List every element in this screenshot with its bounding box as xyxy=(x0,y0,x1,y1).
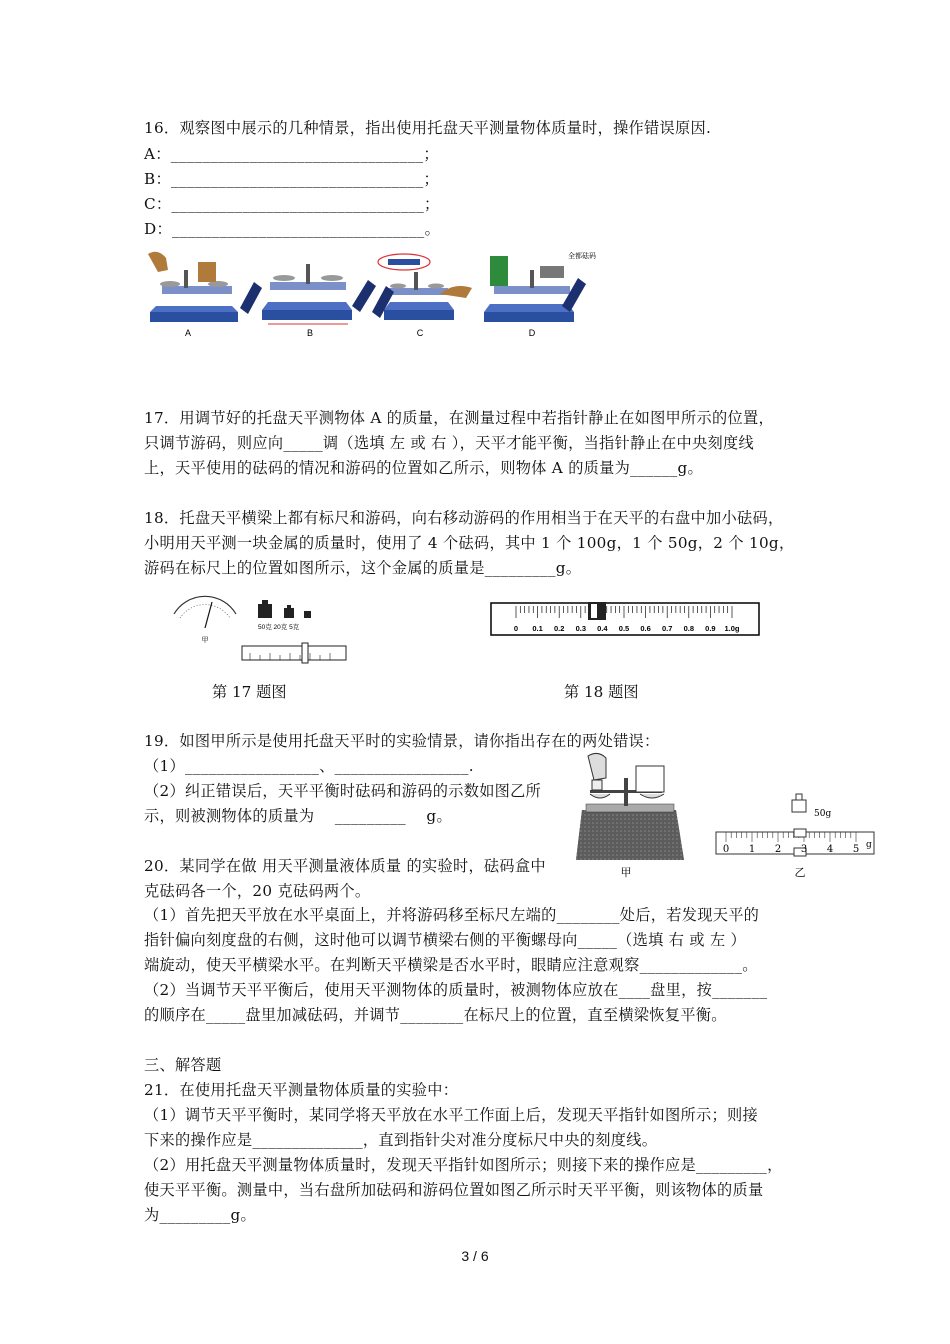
q21-line-1: 21．在使用托盘天平测量物体质量的实验中： xyxy=(144,1081,459,1099)
q20-line-1: 20．某同学在做 用天平测量液体质量 的实验时，砝码盒中 xyxy=(144,857,546,875)
q19-line-2: （1）_________________、_________________. xyxy=(144,757,474,775)
q21-line-3: 下来的操作应是______________，直到指针尖对准分度标尺中央的刻度线。 xyxy=(144,1131,658,1149)
q19-line-1: 19．如图甲所示是使用托盘天平时的实验情景，请你指出存在的两处错误： xyxy=(144,732,660,750)
q16-stem: 16．观察图中展示的几种情景，指出使用托盘天平测量物体质量时，操作错误原因. xyxy=(144,119,712,137)
q16-answer-b: B：________________________________； xyxy=(144,170,440,188)
q21-line-6: 为_________g。 xyxy=(144,1206,257,1224)
page-number: 3 / 6 xyxy=(461,1248,489,1264)
q19-label-yi: 乙 xyxy=(794,866,806,879)
q19-fig-jia xyxy=(576,753,684,879)
q20-line-5: 端旋动，使天平横梁水平。在判断天平横梁是否水平时，眼睛应注意观察_____________。 xyxy=(144,956,758,974)
q21-line-4: （2）用托盘天平测量物体质量时，发现天平指针如图所示；则接下来的操作应是_________， xyxy=(144,1156,783,1174)
q18-line-3: 游码在标尺上的位置如图所示，这个金属的质量是_________g。 xyxy=(144,559,582,577)
q20-line-7: 的顺序在_____盘里加减砝码，并调节________在标尺上的位置，直至横梁恢复平衡。 xyxy=(144,1006,727,1024)
q19-figure xyxy=(576,750,876,882)
q18-tick-label: 0.1 xyxy=(532,624,543,633)
q19-tick-label: 2 xyxy=(774,844,782,855)
q19-tick-label: 4 xyxy=(826,844,834,855)
q19-tick-label: 1 xyxy=(748,844,756,855)
q16-answer-c: C：________________________________； xyxy=(144,195,440,213)
q19-fig-yi xyxy=(716,794,874,879)
q19-tick-label: 5 xyxy=(852,844,860,855)
q21-line-2: （1）调节天平平衡时，某同学将天平放在水平工作面上后，发现天平指针如图所示；则接 xyxy=(144,1106,758,1124)
q19-tick-label: 3 xyxy=(800,844,808,855)
q17-pointer xyxy=(205,602,212,628)
q18-tick-label: 0.4 xyxy=(597,624,608,633)
q19-label-weight: 50g xyxy=(814,809,832,819)
q19-label-jia: 甲 xyxy=(620,866,632,879)
q18-tick-label: 0.6 xyxy=(640,624,651,633)
q19-scale-unit: g xyxy=(866,840,872,850)
q19-tick-label: 0 xyxy=(722,844,730,855)
q16-scene-d xyxy=(484,251,596,338)
section-3-title: 三、解答题 xyxy=(144,1056,222,1074)
q17-label-jia: 甲 xyxy=(201,637,209,644)
q16-label-d-note: 全都砝码 xyxy=(568,253,596,260)
q18-tick-label: 0 xyxy=(513,624,519,633)
q18-tick-label: 0.2 xyxy=(553,624,565,633)
q17-line-1: 17．用调节好的托盘天平测物体 A 的质量，在测量过程中若指针静止在如图甲所示的位置， xyxy=(144,409,774,427)
q19-line-3: （2）纠正错误后，天平平衡时砝码和游码的示数如图乙所 xyxy=(144,782,542,800)
q17-line-2: 只调节游码，则应向_____调（选填 左 或 右 ），天平才能平衡，当指针静止在中央刻度线 xyxy=(144,434,754,452)
q20-line-2: 克砝码各一个，20 克砝码两个。 xyxy=(144,882,371,900)
q18-tick-label: 0.5 xyxy=(618,624,630,633)
q18-tick-label: 0.3 xyxy=(575,624,587,633)
q17-line-3: 上，天平使用的砝码的情况和游码的位置如乙所示，则物体 A 的质量为______g。 xyxy=(144,459,704,477)
q18-line-1: 18．托盘天平横梁上都有标尺和游码，向右移动游码的作用相当于在天平的右盘中加小砝码， xyxy=(144,509,784,527)
fig17-caption: 第 17 题图 xyxy=(212,683,287,701)
fig18-caption: 第 18 题图 xyxy=(564,683,639,701)
q20-line-3: （1）首先把天平放在水平桌面上，并将游码移至标尺左端的________处后，若发现天平的 xyxy=(144,906,760,924)
q16-scene-b xyxy=(262,264,376,338)
q20-line-6: （2）当调节天平平衡后，使用天平测物体的质量时，被测物体应放在____盘里，按_______ xyxy=(144,981,768,999)
q19-line-4: 示，则被测物体的质量为 _________ g。 xyxy=(144,807,452,825)
q17-figure xyxy=(170,590,360,670)
q18-tick-label: 0.9 xyxy=(705,624,716,633)
q16-label-d: D xyxy=(528,328,536,338)
q18-line-2: 小明用天平测一块金属的质量时，使用了 4 个砝码，其中 1 个 100g，1 个 50g，2 个 10g， xyxy=(144,534,795,552)
q18-figure xyxy=(490,602,762,638)
q21-line-5: 使天平平衡。测量中，当右盘所加砝码和游码位置如图乙所示时天平平衡，则该物体的质量 xyxy=(144,1181,764,1199)
q16-scene-c xyxy=(372,254,472,338)
q16-label-b: B xyxy=(306,328,314,338)
q16-label-a: A xyxy=(184,328,192,338)
q16-answer-a: A：________________________________； xyxy=(144,145,439,163)
q18-tick-label: 0.8 xyxy=(683,624,695,633)
q18-tick-label: 0.7 xyxy=(661,624,673,633)
q16-answer-d: D：________________________________。 xyxy=(144,220,441,238)
q16-label-c: C xyxy=(416,328,424,338)
q20-line-4: 指针偏向刻度盘的右侧，这时他可以调节横梁右侧的平衡螺母向_____（选填 右 或 左 ） xyxy=(144,931,747,949)
q16-scene-a xyxy=(148,252,262,338)
q16-figure xyxy=(144,248,594,340)
q17-label-weights: 50克 20克 5克 xyxy=(258,624,300,631)
q18-tick-label: 1.0g xyxy=(724,624,740,633)
